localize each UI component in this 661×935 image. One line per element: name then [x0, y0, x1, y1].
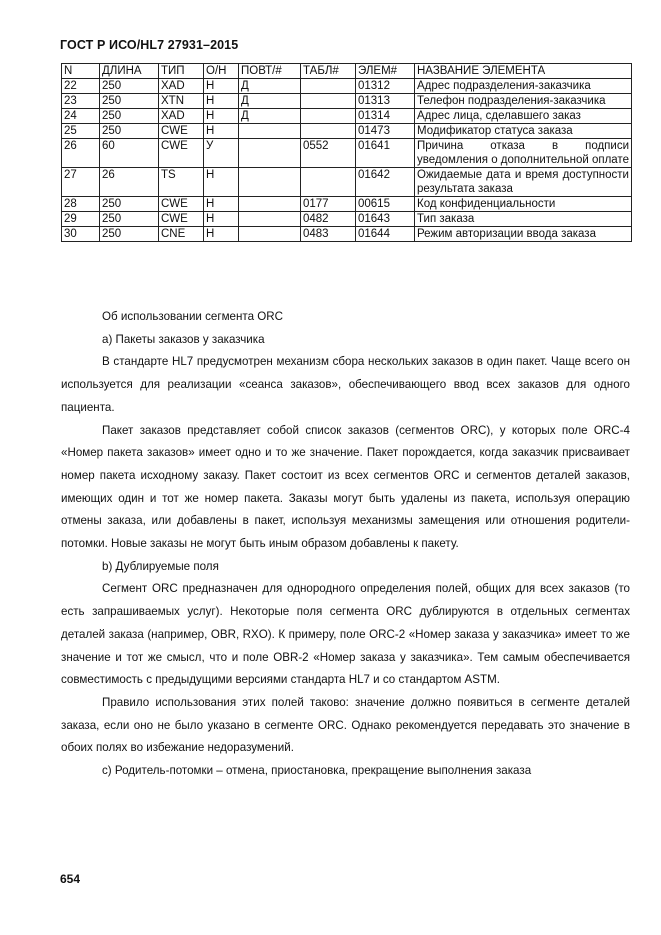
table-row [62, 109, 632, 124]
table-cell [239, 124, 301, 139]
table-cell: 0177 [301, 197, 356, 212]
table-cell-name: Тип заказа [415, 212, 632, 227]
table-cell: 01473 [356, 124, 415, 139]
table-cell-name: Режим авторизации ввода заказа [415, 227, 632, 242]
table-cell: Н [204, 197, 239, 212]
col-header-length: ДЛИНА [100, 64, 159, 79]
table-cell: 0483 [301, 227, 356, 242]
table-cell: Н [204, 124, 239, 139]
table-cell: 01641 [356, 139, 415, 168]
table-cell: Д [239, 109, 301, 124]
table-cell: 30 [62, 227, 100, 242]
body-text [61, 306, 630, 783]
table-cell: 22 [62, 79, 100, 94]
table-cell: 60 [100, 139, 159, 168]
table-cell: Н [204, 79, 239, 94]
list-item-c: с) Родитель-потомки – отмена, приостановка, прекращение выполнения заказа [102, 764, 532, 778]
table-row [62, 212, 632, 227]
table-cell: 27 [62, 168, 100, 197]
table-cell: TS [159, 168, 204, 197]
table-row [62, 124, 632, 139]
table-cell: XAD [159, 79, 204, 94]
table-cell: Н [204, 168, 239, 197]
table-cell: 250 [100, 79, 159, 94]
table-cell: 250 [100, 227, 159, 242]
table-cell: 250 [100, 212, 159, 227]
table-cell: 01643 [356, 212, 415, 227]
col-header-n: N [62, 64, 100, 79]
table-row [62, 139, 632, 168]
table-cell: CWE [159, 212, 204, 227]
table-cell: 01313 [356, 94, 415, 109]
table-cell [239, 168, 301, 197]
table-cell-name: Ожидаемые дата и время доступности результата заказа [415, 168, 632, 197]
table-cell-name: Телефон подразделения-заказчика [415, 94, 632, 109]
table-cell: CWE [159, 139, 204, 168]
table-cell: 250 [100, 124, 159, 139]
table-cell: 01314 [356, 109, 415, 124]
table-cell-name: Код конфиденциальности [415, 197, 632, 212]
table-cell-name: Адрес подразделения-заказчика [415, 79, 632, 94]
table-row [62, 227, 632, 242]
table-row [62, 168, 632, 197]
table-cell: 23 [62, 94, 100, 109]
table-cell: CWE [159, 197, 204, 212]
table-cell: 0552 [301, 139, 356, 168]
table-row [62, 94, 632, 109]
segment-fields-table [61, 63, 632, 242]
list-item-b: b) Дублируемые поля [102, 559, 219, 573]
col-header-table: ТАБЛ# [301, 64, 356, 79]
table-cell: 29 [62, 212, 100, 227]
col-header-element-name: НАЗВАНИЕ ЭЛЕМЕНТА [415, 64, 632, 79]
paragraph: Правило использования этих полей таково: значение должно появиться в сегменте деталей заказа, если оно не было указано в сегменте ORC. Однако рекомендуется передавать это значение в обоих полях во избежание недоразумений. [61, 695, 630, 755]
table-cell: 28 [62, 197, 100, 212]
col-header-repeat: ПОВТ/# [239, 64, 301, 79]
table-cell [239, 227, 301, 242]
paragraph: Об использовании сегмента ORC [102, 310, 284, 323]
table-cell: 01644 [356, 227, 415, 242]
table-cell: 24 [62, 109, 100, 124]
table-row [62, 79, 632, 94]
table-cell: XTN [159, 94, 204, 109]
table-cell: Д [239, 79, 301, 94]
table-cell [301, 168, 356, 197]
table-cell: 250 [100, 109, 159, 124]
document-title: ГОСТ Р ИСО/HL7 27931–2015 [60, 38, 239, 52]
table-cell: 00615 [356, 197, 415, 212]
page-number: 654 [60, 872, 81, 886]
table-row [62, 197, 632, 212]
table-cell: Н [204, 94, 239, 109]
table-cell: CWE [159, 124, 204, 139]
table-cell: Н [204, 227, 239, 242]
table-cell: У [204, 139, 239, 168]
col-header-element: ЭЛЕМ# [356, 64, 415, 79]
table-cell: Д [239, 94, 301, 109]
col-header-type: ТИП [159, 64, 204, 79]
paragraph: Пакет заказов представляет собой список заказов (сегментов ORC), у которых поле ORC-4 «Номер пакета заказов» имеет одно и то же значение. Пакет порождается, когда заказчик присваивает номер пакета исходному заказу. Пакет состоит из всех сегментов ORC и сегментов деталей заказов, имеющих один и тот же номер пакета. Заказы могут быть удалены из пакета, используя операцию отмены заказа, или добавлены в пакет, используя механизмы замещения или отношения родители-потомки. Новые заказы не могут быть иным образом добавлены к пакету. [61, 423, 630, 551]
table-cell: 01312 [356, 79, 415, 94]
table-cell: 0482 [301, 212, 356, 227]
table-header-row [62, 64, 632, 79]
table-cell: 26 [100, 168, 159, 197]
table-cell [239, 212, 301, 227]
table-cell-name: Модификатор статуса заказа [415, 124, 632, 139]
table-cell: Н [204, 109, 239, 124]
table-cell [301, 109, 356, 124]
paragraph: В стандарте HL7 предусмотрен механизм сбора нескольких заказов в один пакет. Чаще всего он используется для реализации «сеанса заказов», обеспечивающего ввод всех заказов для одного пациента. [61, 355, 630, 414]
table-cell [239, 139, 301, 168]
table-cell-name: Причина отказа в подписи уведомления о дополнительной оплате [415, 139, 632, 168]
table-cell-name: Адрес лица, сделавшего заказ [415, 109, 632, 124]
table-cell: XAD [159, 109, 204, 124]
table-cell: 250 [100, 94, 159, 109]
paragraph: Сегмент ORC предназначен для однородного определения полей, общих для всех заказов (то есть запрашиваемых услуг). Некоторые поля сегмента ORC дублируются в отдельных сегментах деталей заказа (например, OBR, RXO). К примеру, поле ORC-2 «Номер заказа у заказчика» имеет то же значение и тот же смысл, что и поле OBR-2 «Номер заказа у заказчика». Тем самым обеспечивается совместимость с предыдущими версиями стандарта HL7 и со стандартом ASTM. [61, 582, 630, 687]
list-item-a: а) Пакеты заказов у заказчика [102, 332, 265, 346]
table-cell: 01642 [356, 168, 415, 197]
col-header-optionality: О/Н [204, 64, 239, 79]
table-cell: Н [204, 212, 239, 227]
table-cell [301, 124, 356, 139]
table-cell [239, 197, 301, 212]
table-cell: CNE [159, 227, 204, 242]
table-cell: 25 [62, 124, 100, 139]
table-cell [301, 79, 356, 94]
table-cell: 26 [62, 139, 100, 168]
table-cell [301, 94, 356, 109]
table-cell: 250 [100, 197, 159, 212]
